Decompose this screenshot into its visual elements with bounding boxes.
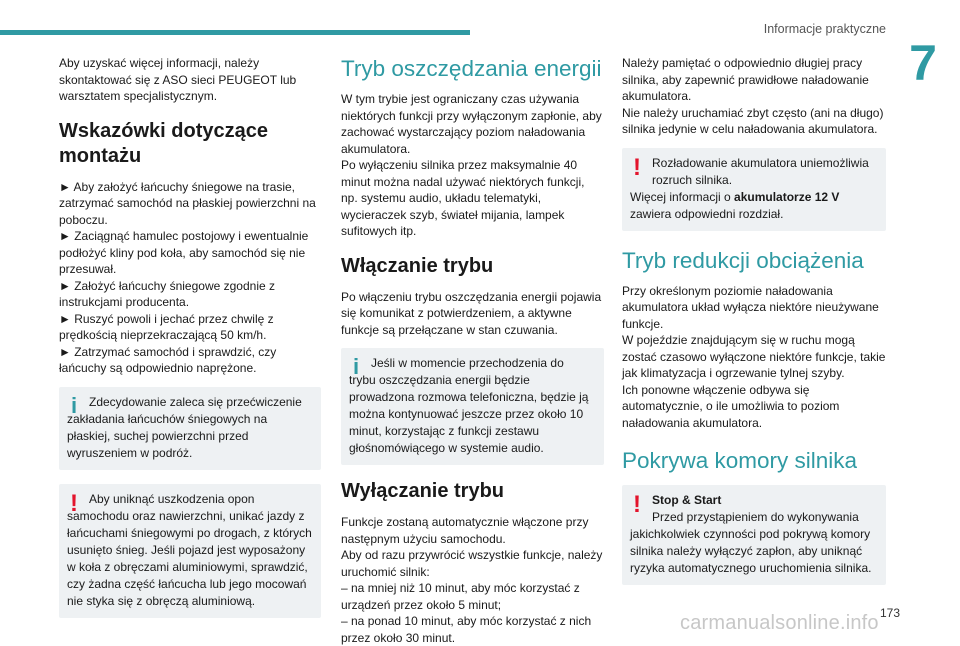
warning-box-first-line: Przed przystąpieniem do wykonywania [652,510,859,524]
warning-box-text: jakichkolwiek czynności pod pokrywą komory silnika należy wyłączyć zapłon, aby uniknąć ryzyka automatycznego uruchomienia silnika. [630,527,872,575]
engine-hood-title: Pokrywa komory silnika [622,448,858,473]
load-reduction-title: Tryb redukcji obciążenia [622,247,864,273]
warning-icon: ! [633,153,641,181]
warning-box-text: samochodu oraz nawierzchni, unikać jazdy z łańcuchami śniegowymi po drogach, z których usunięto śnieg. Jeśli pojazd jest wyposażony w koła z obręczami aluminiowymi, sprawdzić, czy żadna część łańcucha lub jego mocowań nie styka się z obręczą aluminiową. [67,508,312,608]
intro-paragraph: Aby uzyskać więcej informacji, należy skontaktować się z ASO sieci PEUGEOT lub warsztatem specjalistycznym. [59,56,297,103]
more-info-bold: akumulatorze 12 V [734,189,840,204]
mounting-heading: Wskazówki dotyczące montażu [59,119,268,167]
page-number: 173 [880,606,901,620]
warning-box-first-line: Rozładowanie akumulatora uniemożliwia [652,155,869,170]
warning-box-more-info [630,189,878,223]
disable-line-2: Aby od razu przywrócić wszystkie funkcje, należy uruchomić silnik: [341,548,603,579]
enable-mode-text: Po włączeniu trybu oszczędzania energii pojawia się komunikat z potwierdzeniem, a aktywne funkcje są przełączane w stan czuwania. [341,289,602,337]
run-engine-p2: Nie należy uruchamiać zbyt często (ani na długo) silnika jedynie w celu naładowania akumulatora. [622,105,884,136]
info-box-phone [341,348,604,465]
step-4: ► Ruszyć powoli i jechać przez chwilę z prędkością nieprzekraczającą 50 km/h. [59,311,274,342]
run-engine-p1: Należy pamiętać o odpowiednio długiej pracy silnika, aby zapewnić prawidłowe naładowanie akumulatora. [622,56,869,103]
step-3: ► Założyć łańcuchy śniegowe zgodnie z instrukcjami producenta. [59,278,275,309]
load-reduction-p3: Ich ponowne włączenie odbywa się automatycznie, o ile umożliwia to poziom naładowania akumulatora. [622,382,840,430]
warning-box-stop-start [622,485,886,585]
warning-box-first-line: Aby uniknąć uszkodzenia opon [89,491,255,506]
step-2: ► Zaciągnąć hamulec postojowy i ewentualnie podłożyć kliny pod koła, aby samochód się nie przesuwał. [59,229,309,276]
info-box-text: trybu oszczędzania energii będzie prowadzona rozmowa telefoniczna, będzie ją można kontynuować jeszcze przez około 10 minut, korzystając z funkcji zestawu głośnomówiącego w systemie audio. [349,373,589,455]
disable-line-1: Funkcje zostaną automatycznie włączone przy następnym użyciu samochodu. [341,515,589,546]
warning-box-battery [622,148,886,231]
load-reduction-p2: W pojeździe znajdującym się w ruchu mogą zostać czasowo wyłączone niektóre funkcje, takie jak klimatyzacja i ogrzewanie tylnej szyby. [622,333,886,380]
column-left [59,55,321,628]
step-1: ► Aby założyć łańcuchy śniegowe na trasie, zatrzymać samochód na płaskiej powierzchni na poboczu. [59,179,316,227]
header-accent-bar [0,30,470,35]
info-box-first-line: Jeśli w momencie przechodzenia do [371,356,564,370]
warning-box-second-line: rozruch silnika. [652,172,733,187]
warning-icon: ! [70,489,78,517]
warning-box-tyres [59,484,321,618]
more-info-suffix: zawiera odpowiedni rozdział. [630,206,784,221]
info-box-first-line: Zdecydowanie zaleca się przećwiczenie [89,394,302,409]
column-right [622,55,886,595]
info-icon: i [70,392,78,418]
column-middle [341,55,604,646]
disable-mode-heading: Wyłączanie trybu [341,480,505,502]
step-5: ► Zatrzymać samochód i sprawdzić, czy łańcuchy są odpowiednio naprężone. [59,344,277,375]
info-icon: i [352,354,360,379]
info-box-practice [59,387,321,470]
energy-saving-title: Tryb oszczędzania energii [341,56,602,81]
watermark: carmanualsonline.info [680,612,879,634]
chapter-number: 7 [909,35,937,91]
disable-line-3: – na mniej niż 10 minut, aby móc korzystać z urządzeń przez około 5 minut; [341,581,580,612]
warning-icon: ! [633,491,641,518]
disable-line-4: – na ponad 10 minut, aby móc korzystać z nich przez około 30 minut. [341,614,592,645]
section-title: Informacje praktyczne [763,22,886,36]
info-box-text: zakładania łańcuchów śniegowych na płaskiej, suchej powierzchni przed wyruszeniem w podróż. [67,411,268,460]
enable-mode-heading: Włączanie trybu [341,254,494,277]
energy-saving-p2: Po wyłączeniu silnika przez maksymalnie 40 minut można nadal używać niektórych funkcji, np. systemu audio, układu telematyki, wycieraczek szyb, świateł mijania, lampek sufitowych itp. [341,158,585,238]
energy-saving-p1: W tym trybie jest ograniczany czas używania niektórych funkcji przy wyłączonym zapłonie, aby zachować wystarczający poziom naładowania akumulatora. [341,92,602,156]
load-reduction-p1: Przy określonym poziomie naładowania akumulatora układ wyłącza niektóre nieużywane funkcje. [622,283,879,331]
warning-box-title: Stop & Start [652,493,722,507]
more-info-prefix: Więcej informacji o [630,189,735,204]
